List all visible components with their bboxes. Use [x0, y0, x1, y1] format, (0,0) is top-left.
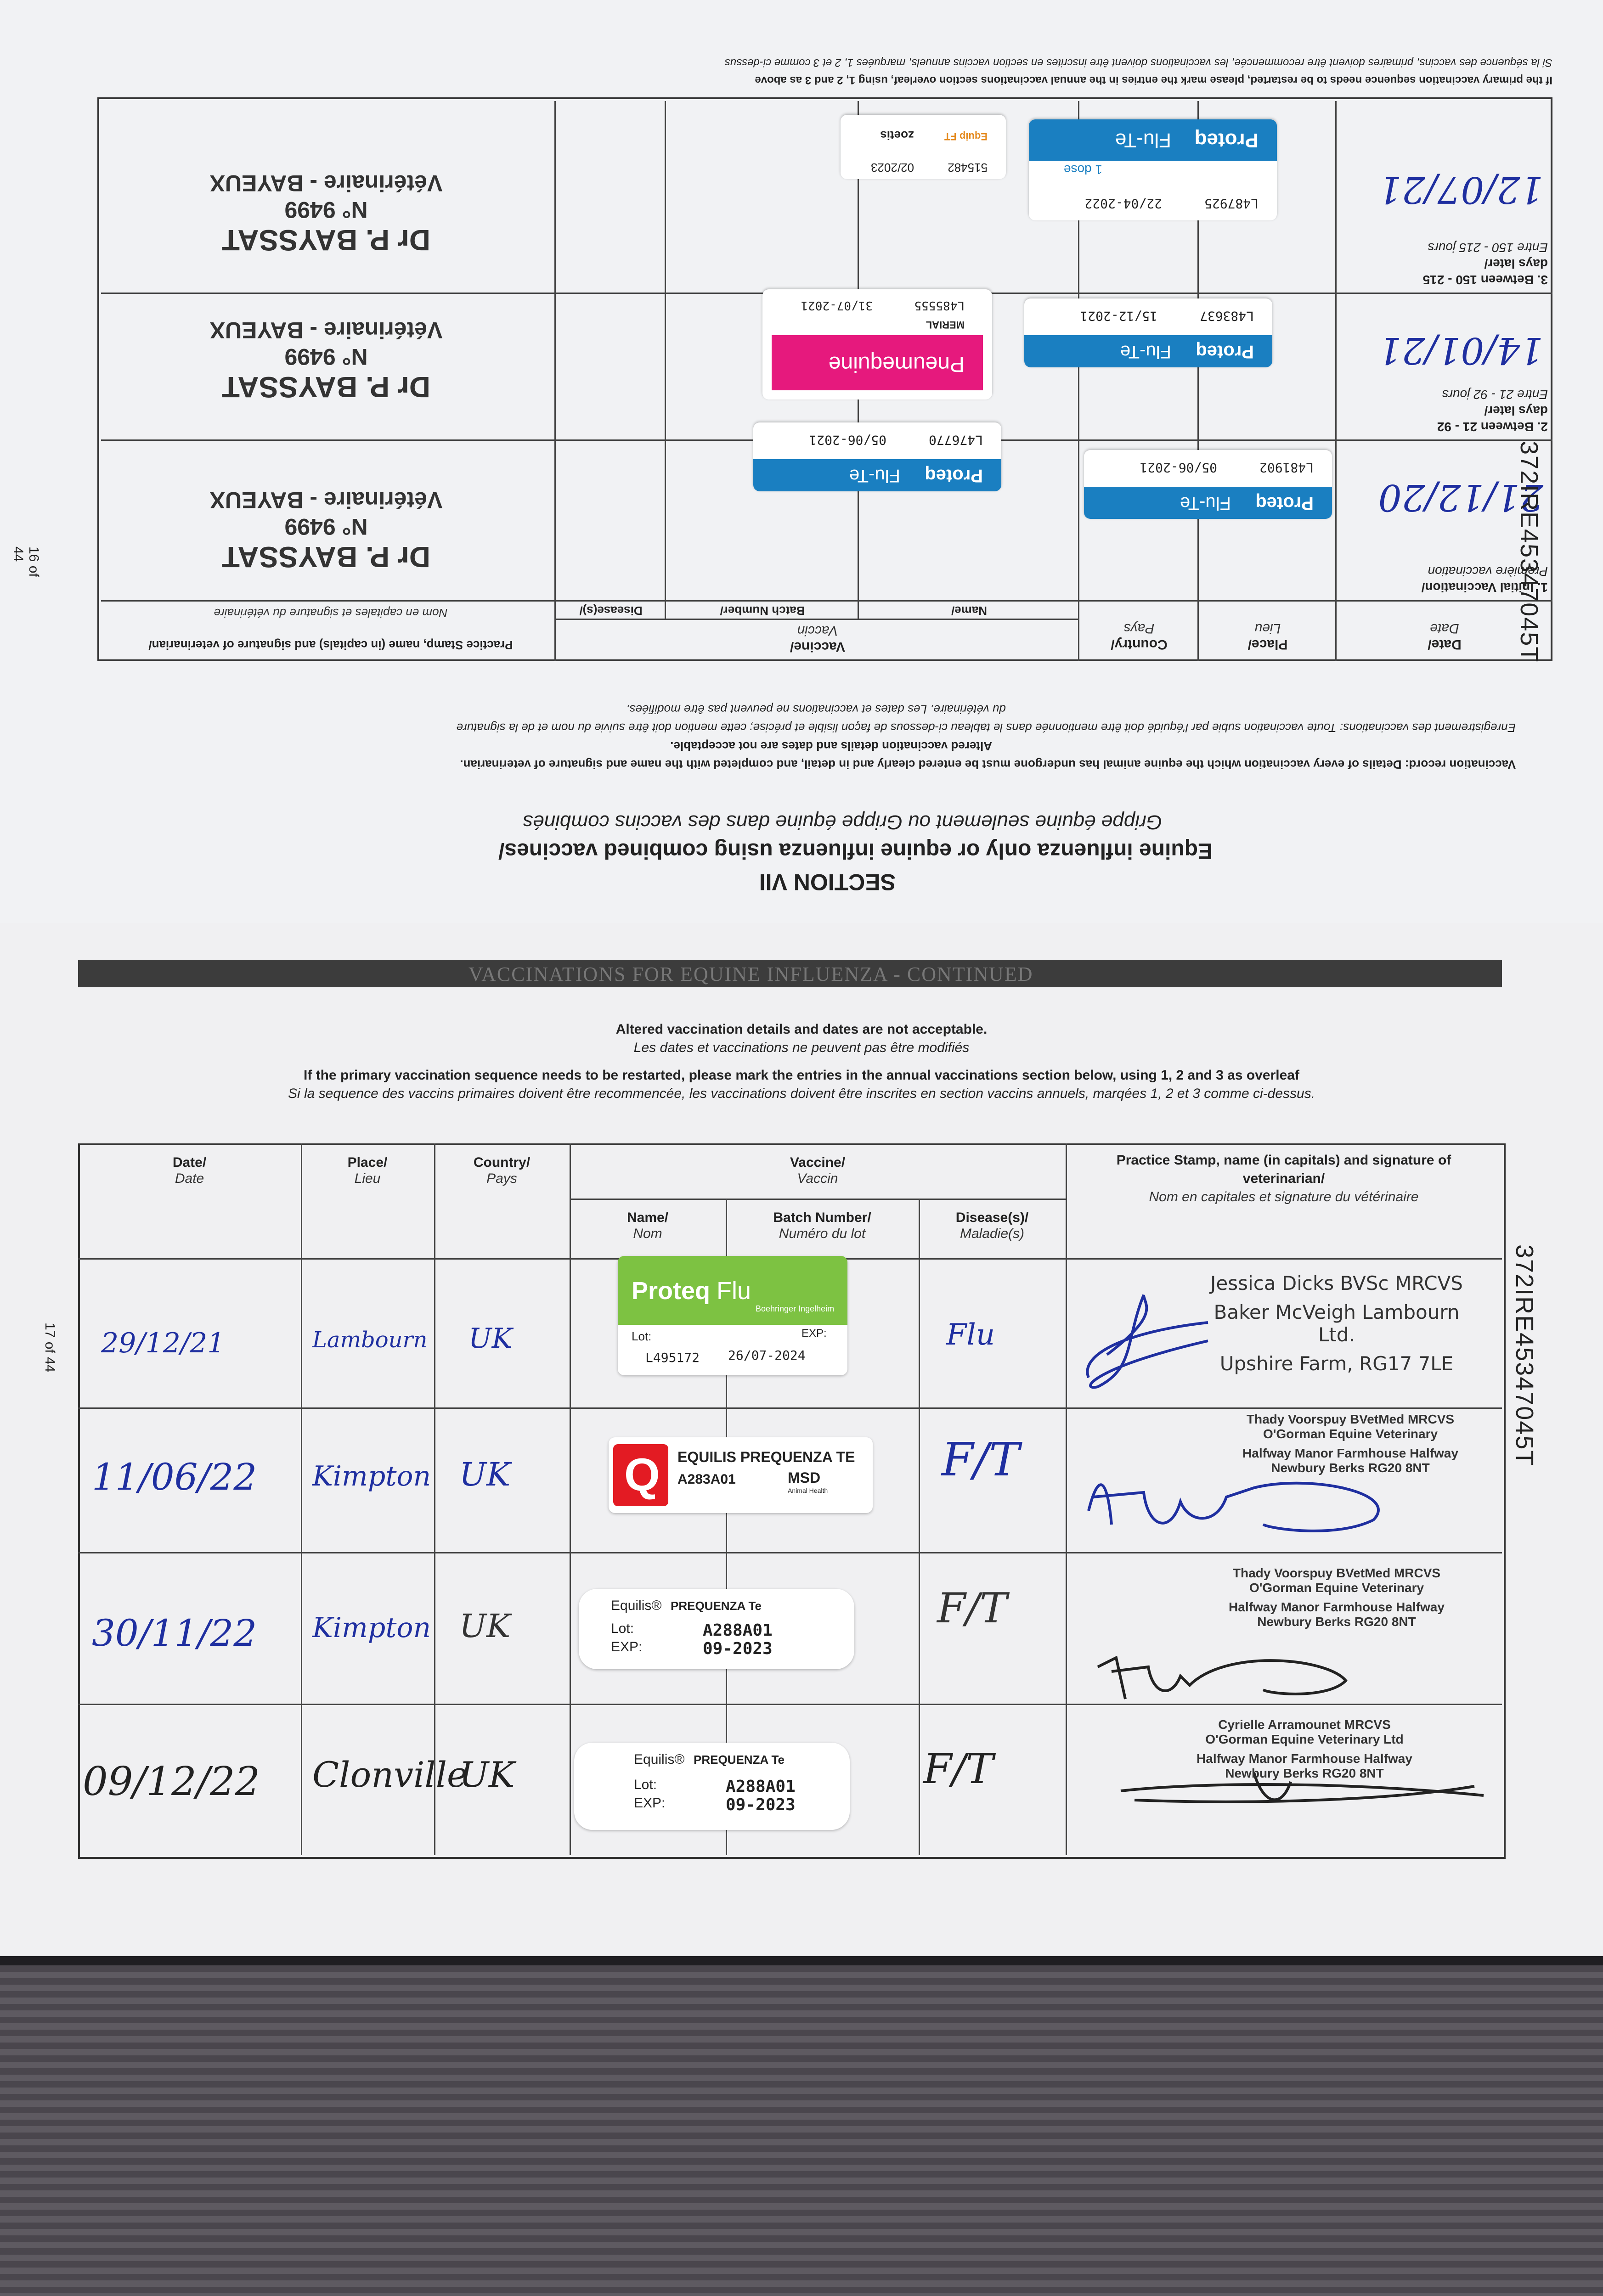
- row3-country: UK: [459, 1607, 511, 1645]
- row1-sticker-brand: Proteq: [632, 1277, 711, 1305]
- header-date: Date/: [172, 1155, 207, 1170]
- row2-stamp-line1: Thady Voorspuy BVetMed MRCVS: [1246, 1412, 1455, 1426]
- row3-sticker-brand: Equilis®: [611, 1598, 662, 1613]
- top-record-altered-en: Altered vaccination details and dates are not acceptable.: [670, 739, 992, 753]
- row3-sticker-lot-label: Lot:: [611, 1621, 634, 1636]
- row1-country: UK: [468, 1322, 513, 1355]
- row3-sticker-lot: A288A01: [703, 1621, 773, 1640]
- row2-stamp-line2: O'Gorman Equine Veterinary: [1263, 1427, 1438, 1441]
- top-row1-stamp-place: Vétérinaire - BAYEUX: [209, 487, 443, 513]
- top-header-batch: Batch Number/: [720, 604, 805, 618]
- row1-stamp-line3: Upshire Farm, RG17 7LE: [1219, 1352, 1454, 1375]
- top-row1-stamp-no: N° 9499: [284, 514, 368, 540]
- row4-stamp-line3: Halfway Manor Farmhouse Halfway: [1197, 1751, 1412, 1766]
- header-country-fr: Pays: [486, 1171, 517, 1186]
- top-row1-label-fr: Première vaccination: [1428, 564, 1548, 579]
- row1-sticker-product: Flu: [717, 1277, 751, 1305]
- top-header-place-fr: Lieu: [1254, 621, 1281, 636]
- top-row2-label2: days later/: [1484, 404, 1548, 418]
- restart-notice-fr: Si la sequence des vaccins primaires doivent être recommencée, les vaccinations doivent être inscrites en section vaccins annuels, marqées 1, 2 et 3 comme ci-dessus.: [288, 1086, 1315, 1101]
- top-row2-sticker-a-brand: Proteq: [1196, 342, 1254, 362]
- top-header-date: Date/: [1428, 637, 1462, 652]
- row2-disease: F/T: [942, 1433, 1020, 1486]
- row3-stamp-line2: O'Gorman Equine Veterinary: [1249, 1581, 1424, 1595]
- top-row2-sticker-b-exp: 31/07-2021: [801, 298, 873, 312]
- top-row3-stamp-name: Dr P. BAYSSAT: [221, 224, 431, 257]
- top-header-stamp: Practice Stamp, name (in capitals) and signature of veterinarian/: [148, 638, 513, 652]
- top-row3-label2: days later/: [1484, 257, 1548, 271]
- top-row1-sticker-b-lot: L476770: [928, 433, 983, 448]
- row3-stamp-line1: Thady Voorspuy BVetMed MRCVS: [1232, 1566, 1441, 1580]
- top-row3-sticker-b-brand: Equip FT: [944, 131, 988, 142]
- top-row2-sticker-a: [1024, 298, 1272, 367]
- continued-band-title: VACCINATIONS FOR EQUINE INFLUENZA - CONTINUED: [468, 963, 1033, 985]
- top-row3-sticker-b-exp: 02/2023: [871, 161, 914, 174]
- top-row1-sticker-a-brand: Proteq: [1255, 493, 1314, 513]
- top-row3-sticker-a-lot: L487925: [1204, 196, 1259, 211]
- row1-stamp-line2: Baker McVeigh Lambourn Ltd.: [1214, 1301, 1460, 1346]
- restart-note-fr: Si la séquence des vaccins, primaires doivent être recommencée, les vaccinations doivent être inscrites en section vaccins annuels, marquées 1, 2 et 3 comme ci-dessus: [724, 56, 1552, 69]
- row1-date: 29/12/21: [101, 1327, 225, 1359]
- row2-place: Kimpton: [312, 1460, 431, 1492]
- row1-sticker-lot: L495172: [645, 1350, 700, 1365]
- top-header-place: Place/: [1247, 637, 1288, 652]
- top-header-stamp-fr: Nom en capitales et signature du vétérinaire: [214, 606, 448, 620]
- header-stamp: Practice Stamp, name (in capitals) and signature of: [1116, 1153, 1451, 1168]
- top-row1-sticker-a: [1084, 450, 1332, 519]
- row2-date: 11/06/22: [92, 1456, 257, 1498]
- top-row2-label-fr: Entre 21 - 92 jours: [1442, 388, 1548, 402]
- row4-sticker-lot-label: Lot:: [634, 1777, 657, 1792]
- row4-stamp: [1112, 1717, 1497, 1781]
- background-surface: [0, 1965, 1603, 2296]
- top-row2-stamp-place: Vétérinaire - BAYEUX: [209, 317, 443, 343]
- top-row2-stamp-name: Dr P. BAYSSAT: [221, 371, 431, 404]
- header-name-fr: Nom: [633, 1226, 662, 1241]
- top-row2-stamp-no: N° 9499: [284, 344, 368, 370]
- top-row3-sticker-a: [1029, 119, 1277, 220]
- top-header-country-fr: Pays: [1123, 621, 1155, 636]
- row2-sticker-brand: Q: [624, 1449, 660, 1501]
- top-row2-sticker-a-product: Flu-Te: [1120, 342, 1171, 362]
- top-passport-page: [0, 0, 1603, 923]
- row4-sticker-product: PREQUENZA Te: [694, 1753, 785, 1767]
- top-row2-sticker-b: [762, 289, 992, 400]
- row4-stamp-line1: Cyrielle Arramounet MRCVS: [1218, 1717, 1391, 1732]
- top-row2-sticker-b-product: MERIAL: [926, 319, 965, 331]
- top-header-name: Name/: [951, 604, 988, 618]
- row3-sticker-product: PREQUENZA Te: [671, 1599, 762, 1613]
- top-header-disease: Disease(s)/: [579, 604, 643, 618]
- row1-sticker-lot-label: Lot:: [632, 1329, 652, 1343]
- row2-stamp-line4: Newbury Berks RG20 8NT: [1271, 1461, 1430, 1475]
- top-record-intro-en: Vaccination record: Details of every vaccination which the equine animal has undergone must be entered clearly and in detail, and completed with the name and signature of veterinarian.: [460, 758, 1516, 771]
- top-title-fr: Grippe équine seulement ou Grippe équine dans des vaccins combinés: [523, 811, 1162, 833]
- header-date-fr: Date: [175, 1171, 204, 1186]
- top-row1-sticker-a-lot: L481902: [1259, 460, 1314, 475]
- top-passport-id: 372IRE45347045T: [1515, 441, 1543, 663]
- header-country: Country/: [473, 1155, 531, 1170]
- top-record-intro-fr2: du vétérinaire. Les dates et vaccinations ne peuvent pas être modifiées.: [626, 703, 1006, 716]
- restart-notice-en: If the primary vaccination sequence needs to be restarted, please mark the entries in the annual vaccinations section below, using 1, 2 and 3 as overleaf: [304, 1068, 1299, 1083]
- top-row2-sticker-a-exp: 15/12-2021: [1080, 309, 1157, 324]
- row4-stamp-line4: Newbury Berks RG20 8NT: [1225, 1766, 1384, 1780]
- top-page-rotated-content: [0, 0, 1603, 923]
- row1-stamp-line1: Jessica Dicks BVSc MRCVS: [1210, 1272, 1463, 1294]
- row3-sticker: [579, 1589, 854, 1669]
- top-row1-sticker-b-brand: Proteq: [925, 466, 983, 486]
- header-stamp-2: veterinarian/: [1242, 1171, 1325, 1186]
- top-row3-stamp-place: Vétérinaire - BAYEUX: [209, 170, 443, 196]
- header-batch: Batch Number/: [773, 1210, 871, 1225]
- row4-sticker-exp-label: EXP:: [634, 1795, 666, 1811]
- row4-stamp-line2: O'Gorman Equine Veterinary Ltd: [1205, 1732, 1404, 1746]
- row3-sticker-exp: 09-2023: [703, 1639, 773, 1658]
- row3-sticker-exp-label: EXP:: [611, 1639, 643, 1654]
- row4-disease: F/T: [923, 1745, 993, 1793]
- top-row3-sticker-a-dose: 1 dose: [1063, 163, 1102, 177]
- top-header-vaccine: Vaccine/: [790, 639, 846, 654]
- row3-place: Kimpton: [312, 1612, 431, 1644]
- row2-stamp: [1203, 1412, 1497, 1475]
- top-section-title: SECTION VII: [759, 869, 896, 895]
- row4-country: UK: [459, 1754, 515, 1795]
- row4-sticker-lot: A288A01: [726, 1777, 796, 1796]
- top-row2-date: 14/01/21: [1378, 329, 1543, 372]
- row2-sticker: [609, 1437, 873, 1513]
- continued-band: [78, 960, 1502, 987]
- top-row3-label-fr: Entre 150 - 215 jours: [1428, 241, 1548, 255]
- restart-note-en: If the primary vaccination sequence needs to be restarted, please mark the entries in the annual vaccinations section overleaf, using 1, 2 and 3 as above: [755, 74, 1552, 86]
- header-place: Place/: [347, 1155, 388, 1170]
- row3-signature: [1089, 1639, 1364, 1704]
- row2-sticker-maker: MSD: [788, 1469, 821, 1486]
- top-row1-stamp: [119, 487, 533, 574]
- row4-sticker: [574, 1743, 850, 1830]
- top-row1-sticker-a-product: Flu-Te: [1180, 493, 1231, 513]
- bottom-passport-id: 372IRE45347045T: [1511, 1244, 1538, 1467]
- top-row3-sticker-a-product: Flu-Te: [1115, 129, 1171, 152]
- row1-sticker-maker: Boehringer Ingelheim: [756, 1304, 835, 1313]
- top-row1-date: 21/12/20: [1378, 476, 1543, 519]
- bottom-passport-page: [0, 923, 1603, 1965]
- top-row2-sticker-a-lot: L483637: [1199, 309, 1254, 324]
- top-row3-label: 3. Between 150 - 215: [1422, 273, 1548, 287]
- altered-notice-fr: Les dates et vaccinations ne peuvent pas être modifiés: [633, 1040, 970, 1055]
- top-row2-sticker-b-brand: Pneumequine: [828, 352, 965, 376]
- row1-sticker: [618, 1256, 847, 1375]
- top-header-date-fr: Date: [1430, 621, 1459, 636]
- top-header-vaccine-fr: Vaccin: [797, 623, 838, 638]
- top-title-en: Equine influenza only or equine influenza using combined vaccines/: [498, 838, 1213, 863]
- row3-date: 30/11/22: [92, 1612, 257, 1654]
- row1-place: Lambourn: [312, 1327, 428, 1353]
- top-row1-label: 1. Initial Vaccination/: [1421, 580, 1548, 595]
- row2-sticker-product: EQUILIS PREQUENZA TE: [677, 1449, 855, 1465]
- row3-disease: F/T: [937, 1584, 1007, 1632]
- row1-sticker-exp-label: EXP:: [802, 1327, 827, 1339]
- row1-disease: Flu: [946, 1318, 995, 1352]
- row1-stamp: [1194, 1272, 1479, 1375]
- header-name: Name/: [627, 1210, 669, 1225]
- row1-sticker-exp: 26/07-2024: [728, 1348, 806, 1363]
- top-row3-sticker-a-exp: 22/04-2022: [1084, 196, 1162, 211]
- altered-notice-en: Altered vaccination details and dates are not acceptable.: [615, 1022, 988, 1037]
- top-row1-stamp-name: Dr P. BAYSSAT: [221, 540, 431, 574]
- row2-sticker-maker-sub: Animal Health: [788, 1487, 828, 1494]
- top-row3-sticker-b-product: zoetis: [880, 129, 914, 142]
- top-row1-sticker-b-exp: 05/06-2021: [809, 433, 886, 448]
- header-disease: Disease(s)/: [955, 1210, 1029, 1225]
- top-row1-sticker-b: [753, 422, 1001, 491]
- row4-place: Clonville: [312, 1754, 468, 1795]
- top-row2-stamp: [119, 317, 533, 404]
- header-vaccine-fr: Vaccin: [797, 1171, 838, 1186]
- header-vaccine: Vaccine/: [790, 1155, 846, 1170]
- top-row2-label: 2. Between 21 - 92: [1437, 420, 1548, 434]
- row4-date: 09/12/22: [83, 1759, 260, 1805]
- row3-stamp-line4: Newbury Berks RG20 8NT: [1257, 1615, 1416, 1629]
- top-row1-sticker-b-product: Flu-Te: [849, 466, 900, 486]
- top-row3-sticker-b: [841, 115, 1006, 179]
- header-disease-fr: Maladie(s): [960, 1226, 1025, 1241]
- row4-sticker-brand: Equilis®: [634, 1752, 685, 1767]
- top-header-country: Country/: [1111, 637, 1168, 652]
- row2-sticker-lot: A283A01: [677, 1472, 736, 1487]
- row4-sticker-exp: 09-2023: [726, 1795, 796, 1814]
- bottom-page-number: 17 of 44: [42, 1322, 57, 1373]
- row2-stamp-line3: Halfway Manor Farmhouse Halfway: [1242, 1446, 1458, 1460]
- top-row1-sticker-a-exp: 05/06-2021: [1140, 460, 1217, 475]
- top-row3-stamp: [119, 170, 533, 257]
- top-page-number: 16 of 44: [11, 546, 41, 577]
- header-stamp-fr: Nom en capitales et signature du vétérinaire: [1149, 1189, 1419, 1204]
- top-row3-sticker-b-lot: 515482: [948, 161, 988, 174]
- header-batch-fr: Numéro du lot: [779, 1226, 866, 1241]
- row3-stamp-line3: Halfway Manor Farmhouse Halfway: [1229, 1600, 1445, 1614]
- top-row3-date: 12/07/21: [1378, 169, 1543, 211]
- top-record-intro-fr: Enregistrement des vaccinations: Toute vaccination subie par l'équidé doit être mentionnée dans le tableau ci-dessous de façon lisible et précise; cette mention doit être suivie du nom et de la signature: [456, 721, 1516, 735]
- top-row3-sticker-a-brand: Proteq: [1194, 129, 1259, 152]
- header-place-fr: Lieu: [354, 1171, 381, 1186]
- row2-sticker-q-logo: [613, 1444, 668, 1506]
- row3-stamp: [1176, 1566, 1497, 1629]
- top-row2-sticker-b-lot: L485555: [914, 298, 965, 312]
- row2-country: UK: [459, 1456, 511, 1493]
- top-row3-stamp-no: N° 9499: [284, 197, 368, 223]
